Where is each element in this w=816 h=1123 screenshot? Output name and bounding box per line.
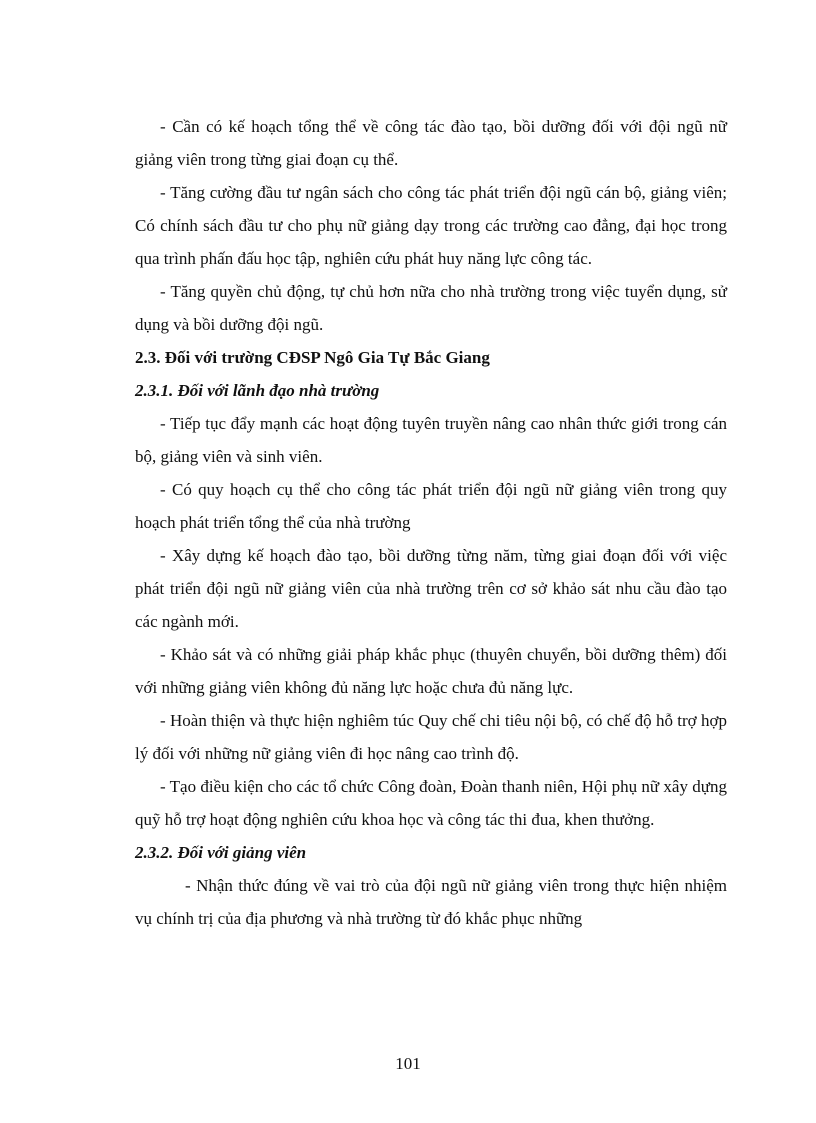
paragraph: - Tạo điều kiện cho các tổ chức Công đoàn, Đoàn thanh niên, Hội phụ nữ xây dựng quỹ hỗ trợ hoạt động nghiên cứu khoa học và công tác thi đua, khen thưởng. bbox=[135, 777, 727, 829]
paragraph: - Tăng cường đầu tư ngân sách cho công tác phát triển đội ngũ cán bộ, giảng viên; Có chính sách đầu tư cho phụ nữ giảng dạy trong các trường cao đẳng, đại học trong qua trình phấn đấu học tập, nghiên cứu phát huy năng lực công tác. bbox=[135, 183, 727, 268]
page-number: 101 bbox=[395, 1054, 421, 1073]
paragraph: - Hoàn thiện và thực hiện nghiêm túc Quy chế chi tiêu nội bộ, có chế độ hỗ trợ hợp lý đối với những nữ giảng viên đi học nâng cao trình độ. bbox=[135, 711, 727, 763]
subsection-heading: 2.3.1. Đối với lãnh đạo nhà trường bbox=[135, 381, 380, 400]
paragraph: - Nhận thức đúng về vai trò của đội ngũ nữ giảng viên trong thực hiện nhiệm vụ chính trị của địa phương và nhà trường từ đó khắc phục những bbox=[135, 876, 727, 928]
paragraph: - Tăng quyền chủ động, tự chủ hơn nữa cho nhà trường trong việc tuyển dụng, sử dụng và bồi dưỡng đội ngũ. bbox=[135, 282, 727, 334]
subsection-heading: 2.3.2. Đối với giảng viên bbox=[135, 843, 307, 862]
paragraph: - Có quy hoạch cụ thể cho công tác phát triển đội ngũ nữ giảng viên trong quy hoạch phát triển tổng thể của nhà trường bbox=[135, 480, 727, 532]
paragraph: - Xây dựng kế hoạch đào tạo, bồi dưỡng từng năm, từng giai đoạn đối với việc phát triển đội ngũ nữ giảng viên của nhà trường trên cơ sở khảo sát nhu cầu đào tạo các ngành mới. bbox=[135, 546, 727, 631]
document-page bbox=[135, 110, 727, 935]
section-heading: 2.3. Đối với trường CĐSP Ngô Gia Tự Bắc Giang bbox=[135, 348, 490, 367]
paragraph: - Cần có kế hoạch tổng thể về công tác đào tạo, bồi dưỡng đối với đội ngũ nữ giảng viên trong từng giai đoạn cụ thể. bbox=[135, 117, 727, 169]
paragraph: - Khảo sát và có những giải pháp khắc phục (thuyên chuyển, bồi dưỡng thêm) đối với những giảng viên không đủ năng lực hoặc chưa đủ năng lực. bbox=[135, 645, 727, 697]
paragraph: - Tiếp tục đẩy mạnh các hoạt động tuyên truyền nâng cao nhân thức giới trong cán bộ, giảng viên và sinh viên. bbox=[135, 414, 727, 466]
